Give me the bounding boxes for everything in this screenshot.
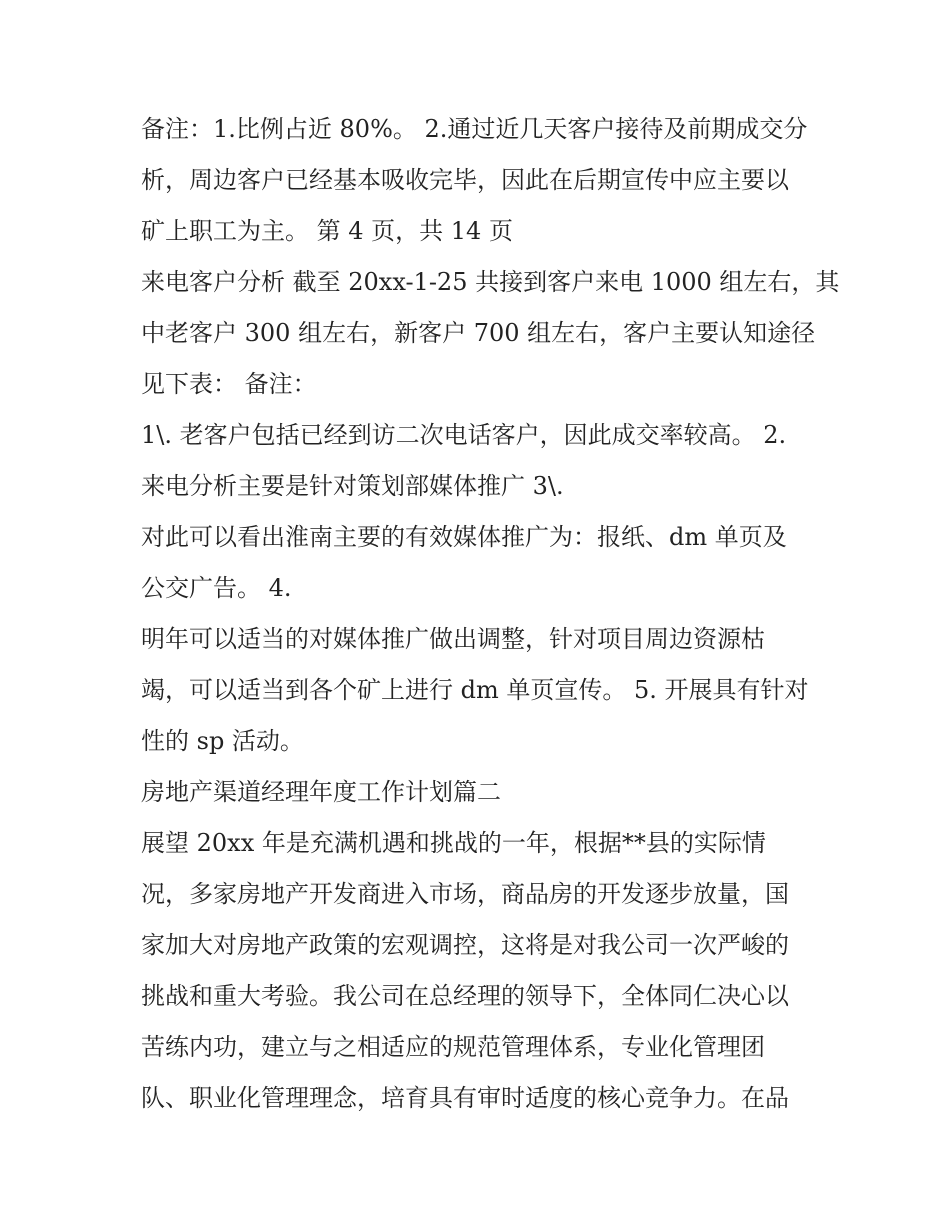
text-line: 矿上职工为主。 第 4 页，共 14 页 bbox=[141, 217, 513, 245]
text-line: 况，多家房地产开发商进入市场，商品房的开发逐步放量，国 bbox=[141, 880, 789, 908]
text-line: 来电分析主要是针对策划部媒体推广 3\. bbox=[141, 472, 564, 500]
text-line: 明年可以适当的对媒体推广做出调整，针对项目周边资源枯 bbox=[141, 625, 765, 653]
text-line: 析，周边客户已经基本吸收完毕，因此在后期宣传中应主要以 bbox=[141, 166, 789, 194]
text-line: 中老客户 300 组左右，新客户 700 组左右，客户主要认知途径 bbox=[141, 319, 816, 347]
section-heading: 房地产渠道经理年度工作计划篇二 bbox=[141, 778, 501, 806]
text-line: 1\. 老客户包括已经到访二次电话客户，因此成交率较高。 2. bbox=[141, 421, 787, 449]
text-line: 备注：1.比例占近 80%。 2.通过近几天客户接待及前期成交分 bbox=[141, 115, 808, 143]
text-line: 公交广告。 4. bbox=[141, 574, 292, 602]
text-line: 性的 sp 活动。 bbox=[141, 727, 304, 755]
text-line: 来电客户分析 截至 20xx-1-25 共接到客户来电 1000 组左右，其 bbox=[141, 268, 840, 296]
text-line: 见下表： 备注： bbox=[141, 370, 317, 398]
text-line: 展望 20xx 年是充满机遇和挑战的一年，根据**县的实际情 bbox=[141, 829, 766, 857]
document-body bbox=[141, 104, 840, 1124]
text-line: 挑战和重大考验。我公司在总经理的领导下，全体同仁决心以 bbox=[141, 982, 789, 1010]
text-line: 对此可以看出淮南主要的有效媒体推广为：报纸、dm 单页及 bbox=[141, 523, 787, 551]
text-line: 竭，可以适当到各个矿上进行 dm 单页宣传。 5. 开展具有针对 bbox=[141, 676, 809, 704]
text-line: 家加大对房地产政策的宏观调控，这将是对我公司一次严峻的 bbox=[141, 931, 789, 959]
text-line: 队、职业化管理理念，培育具有审时适度的核心竞争力。在品 bbox=[141, 1084, 789, 1112]
text-line: 苦练内功，建立与之相适应的规范管理体系，专业化管理团 bbox=[141, 1033, 765, 1061]
